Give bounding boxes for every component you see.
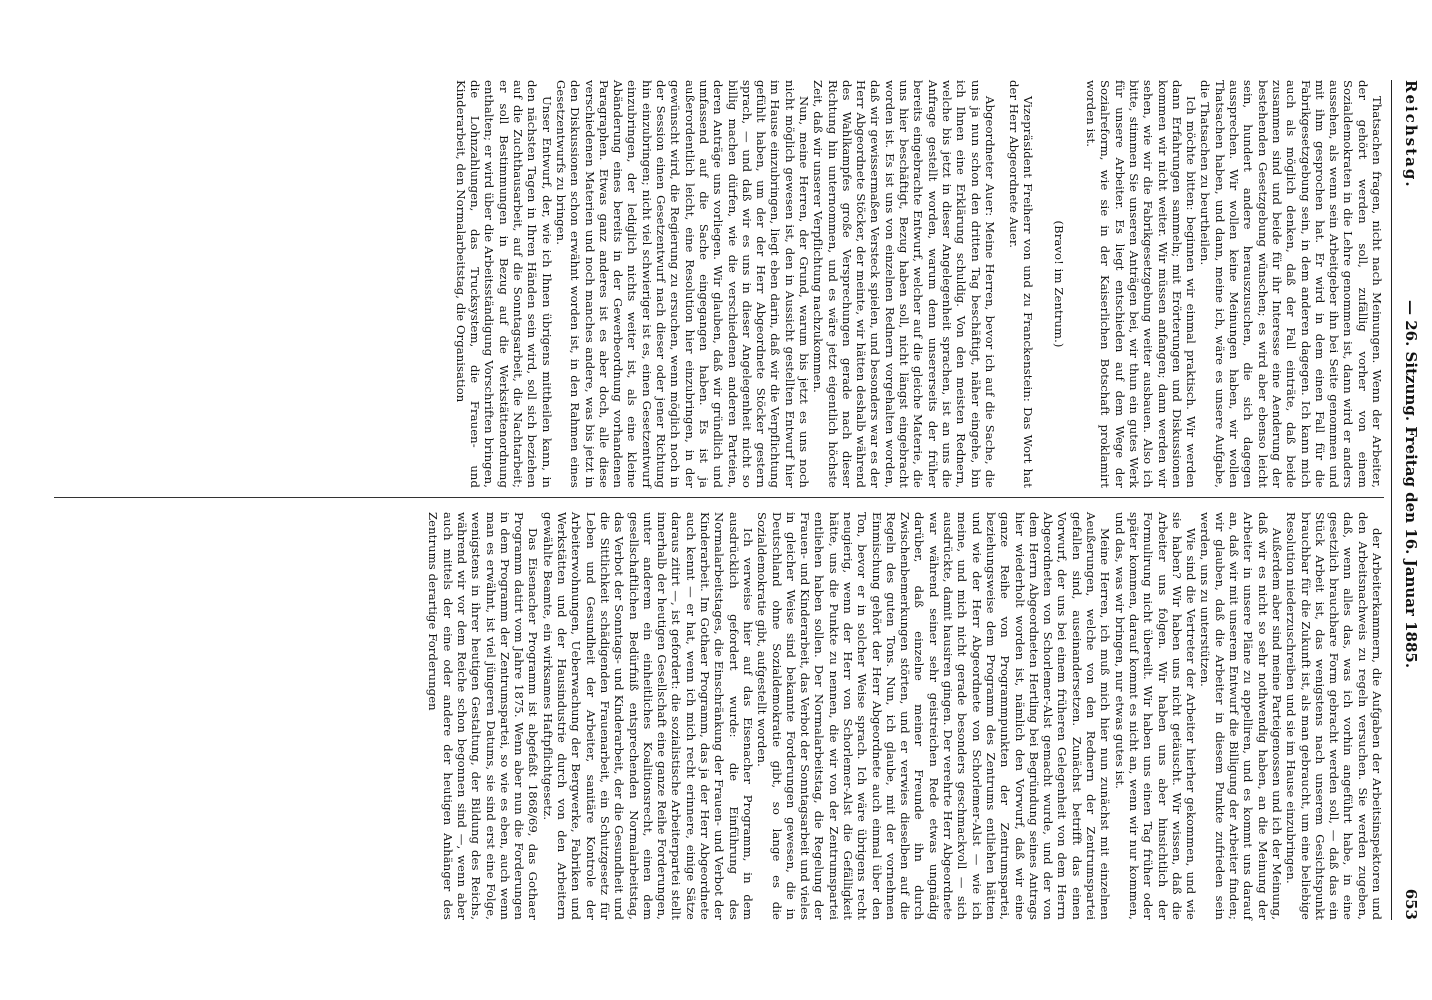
speaker-intro: Vizepräsident Freiherr von und zu Franckenstein: Das Wort hat der Herr Abgeordnete Auer. [1007, 80, 1036, 488]
header-session: — 26. Sitzung. Freitag den 16. Januar 1885. [1402, 300, 1420, 669]
paragraph: Nun, meine Herren, der Grund, warum bis jetzt es uns noch nicht möglich gewesen ist, den in Aussicht gestellten Entwurf hier im Hause einzubringen, liegt eben darin, daß wir die Verpflichtung gefühlt haben, um der der Herr Abgeordnete Stöcker gestern sprach, — und daß wir es uns in dieser Angelegenheit nicht so billig machen dürfen, wie die verschiedenen anderen Parteien, deren Anträge uns vorliegen. Wir glauben, daß wir gründlich und umfassend auf die Sache eingegangen haben. Es ist ja außerordentlich leicht, eine Resolution hier einzubringen, in der gewünscht wird, die Regierung zu ersuchen, wenn möglich noch in der Session einen Gesetzentwurf nach dieser oder jener Richtung hin einzubringen; nicht viel schwieriger ist es, einen Gesetzentwurf einzubringen, der lediglich nichts weiter ist, als eine kleine Abänderung eines bereits in der Gewerbeordnung vorhandenen Paragraphen. Etwas ganz anderes ist es aber doch, alle diese verschiedenen Materien und noch manches andere, was bis jetzt in den Diskussionen schon erwähnt worden ist, in den Rahmen eines Gesetzentwurfs zu bringen. [553, 80, 812, 488]
paragraph: Abgeordneter Auer: Meine Herren, bevor ich auf die Sache, die uns ja nun schon den dritten Tag beschäftigt, näher eingehe, bin ich Ihnen eine Erklärung schuldig. Von den meisten Rednern, welche bis jetzt in dieser Angelegenheit sprachen, ist an uns die Anfrage gestellt worden, warum denn unsererseits der früher bereits eingebrachte Entwurf, welcher auf die gleiche Materie, die uns hier beschäftigt, Bezug haben soll, nicht längst eingebracht worden ist. Es ist uns von einzelnen Rednern vorgehalten worden, daß wir gewissermaßen Versteck spielen, und besonders war es der Herr Abgeordnete Stöcker, der meinte, wir hätten deshalb während des Wahlkampfes große Versprechungen gerade nach dieser Richtung hin unternommen, und es wäre jetzt eigentlich höchste Zeit, daß wir unserer Verpflichtung nachzukommen. [811, 80, 997, 488]
paragraph: Ich verweise hier auf das Eisenacher Programm, in dem ausdrücklich gefordert wurde: die Einführung des Normalarbeitstages, die Einschränkung der Frauen- und Verbot der Kinderarbeit. Im Gothaer Programm, das ja der Herr Abgeordnete auch kennt — er hat, wenn ich mich recht erinnere, einige Sätze daraus zitirt —, ist gefordert: die sozialistische Arbeiterpartei stellt innerhalb der heutigen Gesellschaft eine ganze Reihe Forderungen, unter anderem ein einheitliches Koalitionsrecht, einen dem gesellschaftlichen Bedürfniß entsprechenden Normalarbeitstag, das Verbot der Sonntags- und Kinderarbeit, der die Gesundheit und die Sittlichkeit schädigenden Frauenarbeit, ein Schutzgesetz für Leben und Gesundheit der Arbeiter, sanitäre Kontrole der Arbeiterwohnungen, Ueberwachung der Bergwerke, Fabriken und Werkstätten und der Hausindustrie durch von den Arbeitern gewählte Beamte, ein wirksames Haftpflichtgesetz. [540, 512, 755, 920]
right-column [426, 512, 1384, 920]
left-column [454, 80, 1384, 488]
paragraph: Ich möchte bitten: beginnen wir einmal praktisch. Wir werden dann Erfahrungen sammeln; mit Erörterungen und Diskussionen kommen wir nicht weiter. Wir müssen anfangen; dann werden wir sehen, wie wir die Fabrikgesetzgebung weiter ausbauen. Also ich bitte, stimmen Sie unseren Anträgen bei, wir thun ein gutes Werk für unsere Arbeiter. Es liegt entschieden auf dem Wege der Sozialreform, wie sie in der Kaiserlichen Botschaft proklamirt worden ist. [1084, 80, 1199, 488]
paragraph: der Arbeiterkammern, die Aufgaben der Arbeitsinspektoren und den Arbeitsnachweis zu regeln versuchen. Sie werden zugeben, daß, wenn alles das, was ich vorhin angeführt habe, in eine gesetzlich brauchbare Form gebracht werden soll, — daß das ein Stück Arbeit ist, das wenigstens nach unserem Gesichtspunkt brauchbar für die Zukunft ist, als man gebraucht, um eine beliebige Resolution niederzuschreiben und sie im Hause einzubringen. [1284, 512, 1384, 920]
page-header [1396, 80, 1420, 920]
paragraph: Wie sind die Vertreter der Arbeiter hierher gekommen, und wie sie haben? Wir haben uns nicht getäuscht. Wir wissen, daß die Arbeiter uns folgen. Wir haben uns aber hinsichtlich der Formulirung nicht übereilt. Wir haben uns einen Tag früher oder später kommen, darauf kommt es nicht an, wenn wir nur kommen, und das, was wir bringen, nur etwas gutes ist. [1112, 512, 1199, 920]
header-title: Reichstag. [1402, 80, 1420, 189]
header-rule [1391, 80, 1392, 920]
page-number: 653 [1402, 888, 1420, 920]
paragraph: Unser Entwurf, der, wie ich Ihnen übrigens mittheilen kann, in den nächsten Tagen in Ihren Händen sein wird, soll sich beziehen auf die Zuchthausarbeit, auf die Sonntagsarbeit, die Nachtarbeit; er soll Bestimmungen in Bezug auf die Werkstättenordnung enthalten; er wird über die Arbeitsständigung Vorschriften bringen, die Lohnzahlungen, das Trucksystem, die Frauen- und Kinderarbeit, den Normalarbeitstag, die Organisation [453, 80, 554, 488]
applause-note: (Bravo! im Zentrum.) [1051, 220, 1066, 348]
paragraph: Meine Herren, ich muß mich hier nun zunächst mit einzelnen Aeußerungen, welche von den Rednern der Zentrumspartei gefallen sind, auseinandersetzen. Zunächst betrifft das einen Vorwurf, der uns bei einem früheren Gelegenheit von dem Herrn Abgeordneten von Schorlemer-Alst gemacht wurde, und der von dem Herrn Abgeordneten Hertling bei Begründung seines Antrags hier wiederholt worden ist, nämlich den Vorwurf, daß wir eine ganze Reihe von Programmpunkten der Zentrumspartei, beziehungsweise dem Programm des Zentrums entliehen hätten und wie der Herr Abgeordnete von Schorlemer-Alst — wie ich meine, und mich nicht gerade besonders geschmackvoll — sich ausdrückte, damit hausiren gingen. Der verehrte Herr Abgeordnete war während seiner sehr geistreichen Rede etwas ungnädig darüber, daß einzelne meiner Freunde ihn durch Zwischenbemerkungen störten, und er verwies dieselben auf die Regeln des guten Tons. Nun, ich glaube, mit der vornehmen Einmischung gehört der Herr Abgeordnete auch einmal über den Ton, bevor er in solcher Weise sprach. Ich wäre übrigens recht neugierig, wenn der Herr von Schorlemer-Alst die Gefälligkeit hätte, uns die Punkte zu nennen, die wir von der Zentrumspartei entliehen haben sollen. Der Normalarbeitstag, die Regelung der Frauen- und Kinderarbeit, das Verbot der Sonntagsarbeit und vieles in gleicher Weise sind bekannte Forderungen gewesen, die in Deutschland ohne Sozialdemokratie gibt, so lange es die Sozialdemokratie gibt, aufgestellt worden. [755, 512, 1113, 920]
paragraph: Außerdem aber sind meine Parteigenossen und ich der Meinung, daß wir es nicht so sehr nothwendig haben, an die Meinung der Arbeiter in unsere Pläne zu appelliren, und es kommt uns darauf an, daß wir mit unserem Entwurf die Billigung der Arbeiter finden; wir glauben, daß die Arbeiter in diesem Punkte zufrieden sein werden, uns zu unterstützen. [1198, 512, 1284, 920]
paragraph: Das Eisenacher Programm ist abgefaßt 1868/69, das Gothaer Programm datirt vom Jahre 1875. Wenn aber nun die Forderungen in dem Programm der Zentrumspartei, so wie es eben, auch wenn man es erwähnt, ist viel jüngeren Datums, sie sind erst eine Folge, wenigstens in ihrer heutigen Gestaltung, der Bildung des Reichs, während wir vor dem Reiche schon begonnen sind —, wenn aber auch mittels der eine oder andere der heutigen Anhänger des Zentrums derartige Forderungen [426, 512, 541, 920]
column-divider [54, 497, 1384, 498]
paragraph: Thatsachen fragen, nicht nach Meinungen. Wenn der Arbeiter, der gehört werden soll, zufällig vorher von einem Sozialdemokraten in die Lehre genommen ist, dann wird er anders aussehen, als wenn sein Arbeitgeber ihn bei Seite genommen und mit ihm gesprochen hat. Er wird in dem einen Fall für die Fabrikgesetzgebung sein, in dem anderen dagegen. Ich kann mich auch als möglich denken, daß der Fall einträte, daß beide zusammen sind und beide für ihr Interesse eine Aenderung der bestehenden Gesetzgebung wünschen; es wird aber ebenso leicht sein, hundert andere herauszusuchen, die sich dagegen aussprechen. Wir wollen keine Meinungen haben, wir wollen Thatsachen haben, und dann, meine ich, wäre es unsere Aufgabe, die Thatsachen zu beurtheilen. [1198, 80, 1384, 488]
